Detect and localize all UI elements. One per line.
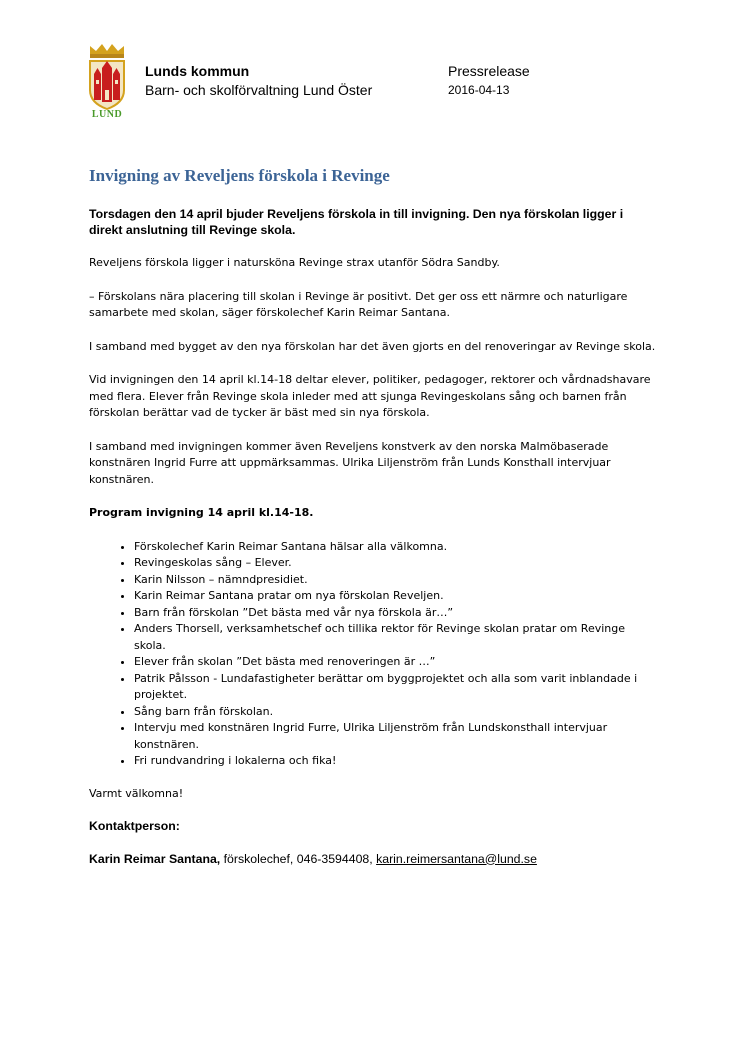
- lead-paragraph: Torsdagen den 14 april bjuder Reveljens förskola in till invigning. Den nya förskolan ligger i direkt anslutning till Revinge skola.: [89, 207, 624, 237]
- program-item: • Elever från skolan ”Det bästa med renoveringen är …”: [134, 654, 659, 671]
- org-department: Barn- och skolförvaltning Lund Öster: [145, 82, 373, 98]
- body-paragraph: Reveljens förskola ligger i natursköna Revinge strax utanför Södra Sandby.: [89, 256, 500, 269]
- program-item: • Sång barn från förskolan.: [134, 704, 659, 721]
- contact-line: [89, 852, 659, 868]
- closing-text: Varmt välkomna!: [89, 786, 184, 800]
- program-item: • Barn från förskolan ”Det bästa med vår nya förskola är…”: [134, 605, 659, 622]
- program-list: [89, 539, 659, 770]
- body-paragraph: Vid invigningen den 14 april kl.14-18 deltar elever, politiker, pedagoger, rektorer och vårdnadshavare med flera. Elever från Revinge skola inleder med att sjunga Revingeskolans sång och barnen från förskolan berättar vad de tycker är bäst med sin nya förskola.: [89, 373, 651, 419]
- program-item: • Förskolechef Karin Reimar Santana hälsar alla välkomna.: [134, 539, 659, 556]
- contact-email-link[interactable]: karin.reimersantana@lund.se: [376, 851, 537, 866]
- logo-text: LUND: [91, 109, 123, 120]
- body-paragraph: I samband med invigningen kommer även Reveljens konstverk av den norska Malmöbaserade konstnären Ingrid Furre att uppmärksammas. Ulrika Liljenström från Lunds Konsthall intervjuar konstnären.: [89, 439, 611, 486]
- program-item: • Patrik Pålsson - Lundafastigheter berättar om byggprojektet och alla som varit inblandade i projektet.: [134, 671, 659, 704]
- body-paragraph: I samband med bygget av den nya förskolan har det även gjorts en del renoveringar av Revinge skola.: [89, 339, 656, 353]
- program-item: • Intervju med konstnären Ingrid Furre, Ulrika Liljenström från Lundskonsthall intervjuar konstnären.: [134, 720, 659, 753]
- body-paragraph: – Förskolans nära placering till skolan i Revinge är positivt. Det ger oss ett närmre och naturligare samarbete med skolan, säger förskolechef Karin Reimar Santana.: [89, 289, 628, 319]
- contact-heading: Kontaktperson:: [89, 819, 180, 833]
- document-type: Pressrelease: [448, 63, 530, 79]
- contact-details: förskolechef, 046-3594408,: [220, 851, 377, 866]
- program-item: • Karin Nilsson – nämndpresidiet.: [134, 572, 659, 589]
- document-date: 2016-04-13: [448, 83, 510, 97]
- program-item: • Karin Reimar Santana pratar om nya förskolan Reveljen.: [134, 588, 659, 605]
- page-title: Invigning av Reveljens förskola i Revinge: [89, 166, 390, 185]
- program-item: • Fri rundvandring i lokalerna och fika!: [134, 753, 659, 770]
- program-item: • Anders Thorsell, verksamhetschef och tillika rektor för Revinge skolan pratar om Revinge skola.: [134, 621, 659, 654]
- contact-name: Karin Reimar Santana,: [89, 851, 221, 866]
- program-item: • Revingeskolas sång – Elever.: [134, 555, 659, 572]
- press-release-body: [89, 207, 659, 884]
- program-title: Program invigning 14 april kl.14-18.: [89, 506, 314, 519]
- org-name: Lunds kommun: [145, 63, 250, 79]
